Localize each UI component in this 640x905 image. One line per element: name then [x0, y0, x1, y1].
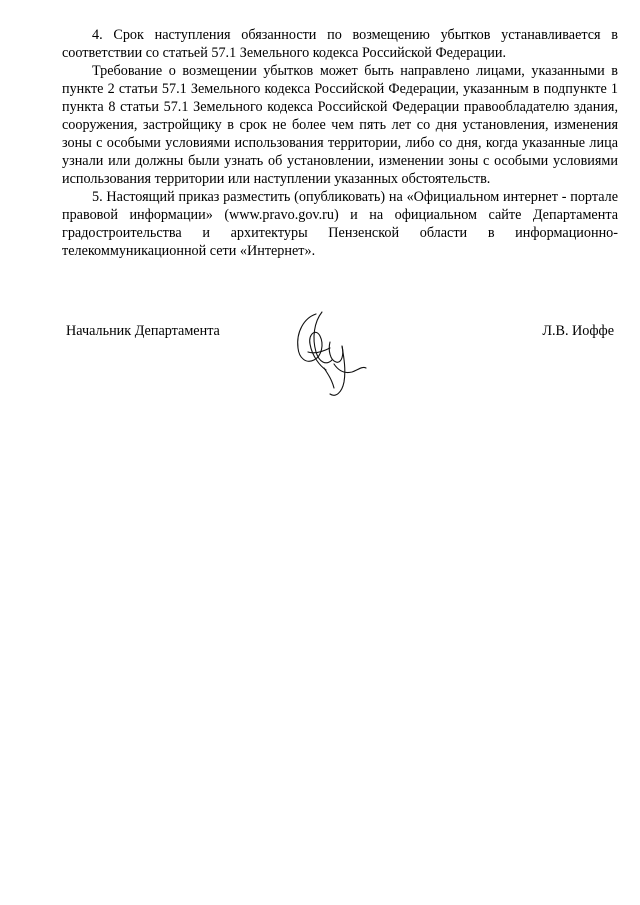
signature-scribble — [286, 308, 370, 404]
signer-position: Начальник Департамента — [66, 323, 220, 339]
paragraph-item-4: 4. Срок наступления обязанности по возмещению убытков устанавливается в соответствии со статьей 57.1 Земельного кодекса Российской Федерации. — [62, 27, 618, 61]
handwritten-signature — [286, 308, 370, 404]
paragraph-damages-claim: Требование о возмещении убытков может быть направлено лицами, указанными в пункте 2 статьи 57.1 Земельного кодекса Российской Федерации, указанным в подпункте 1 пункта 8 статьи 57.1 Земельного кодекса Российской Федерации правообладателю здания, сооружения, застройщику в срок не более чем пять лет со дня установления, изменения зоны с особыми условиями использования территории, либо со дня, когда указанные лица узнали или должны были узнать об установлении, изменении зоны с особыми условиями использования территории или наступлении указанных обстоятельств. — [62, 63, 618, 187]
signer-name: Л.В. Иоффе — [542, 323, 614, 339]
paragraph-item-5: 5. Настоящий приказ разместить (опубликовать) на «Официальном интернет - портале правовой информации» (www.pravo.gov.ru) и на официальном сайте Департамента градостроительства и архитектуры Пензенской области в информационно-телекоммуникационной сети «Интернет». — [62, 189, 618, 259]
document-body — [62, 26, 618, 260]
